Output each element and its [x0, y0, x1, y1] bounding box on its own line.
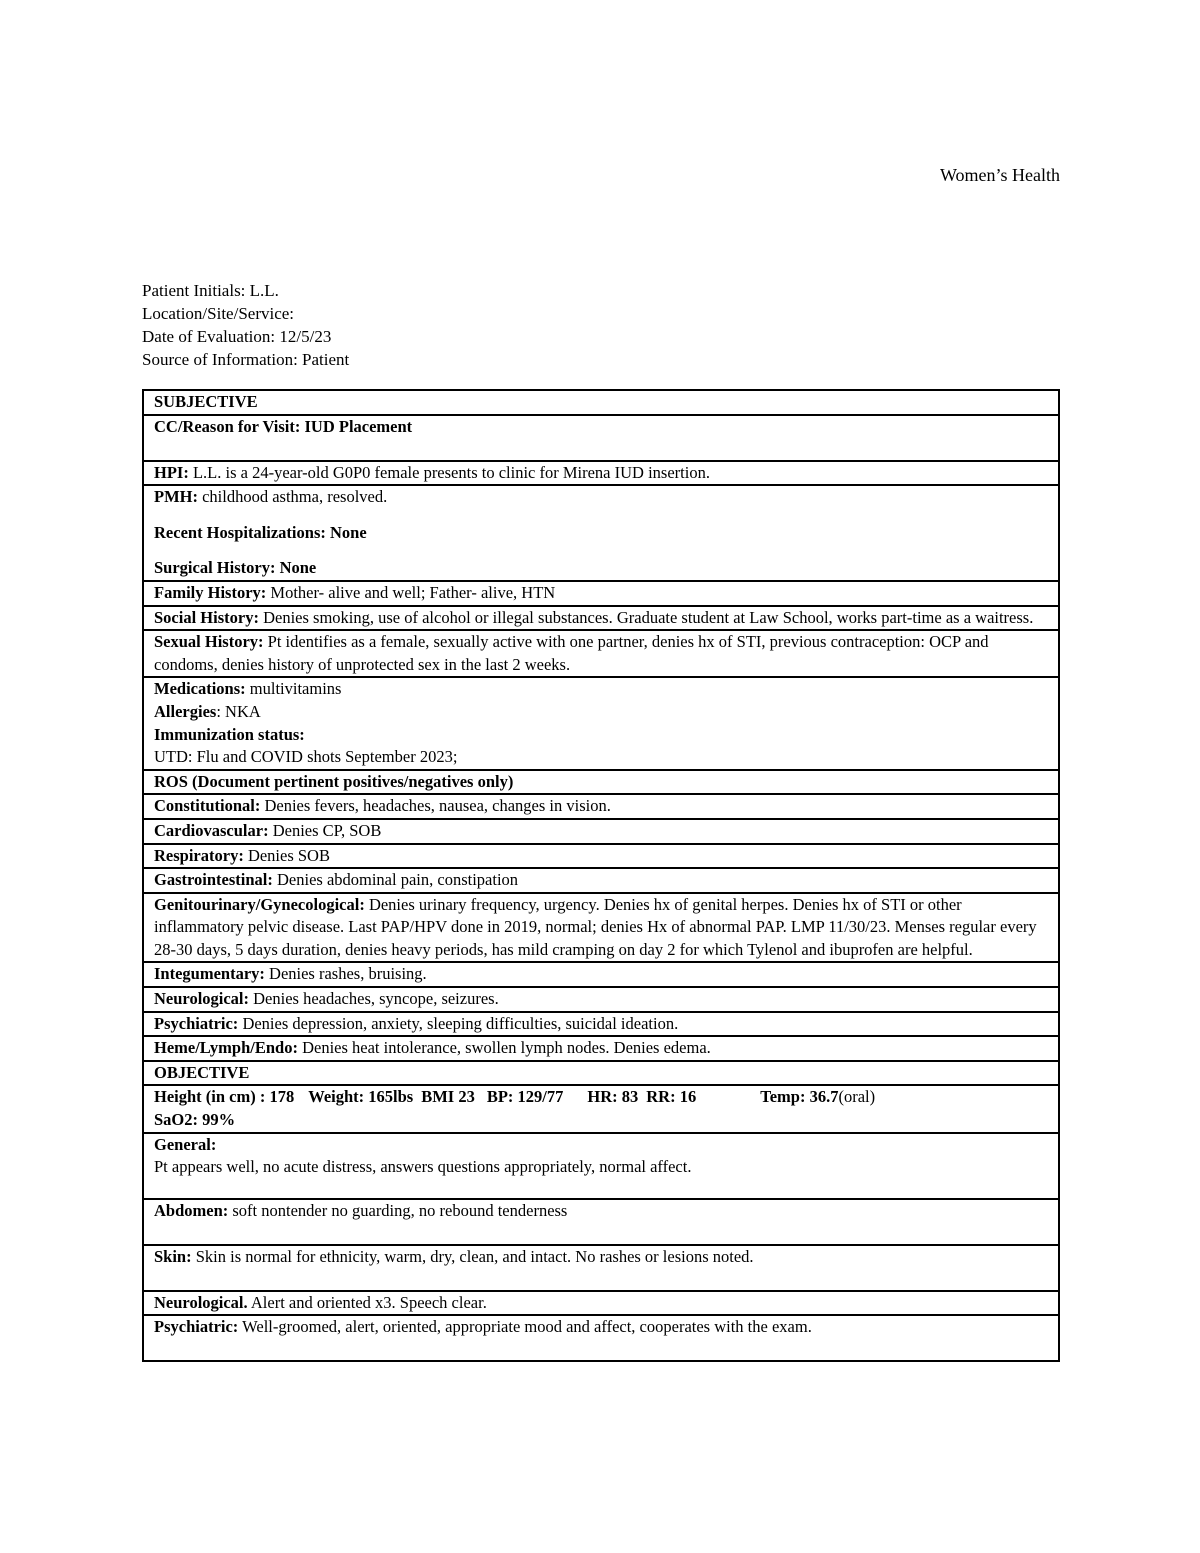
vital-weight: Weight: 165lbs	[308, 1087, 414, 1107]
soap-note-table	[142, 389, 1060, 1362]
vital-hr: HR: 83	[587, 1087, 639, 1107]
date-of-evaluation: Date of Evaluation: 12/5/23	[142, 327, 332, 346]
subjective-heading: SUBJECTIVE	[143, 390, 1059, 415]
vital-bp: BP: 129/77	[486, 1087, 564, 1107]
sexual-history-row: Sexual History: Pt identifies as a female, sexually active with one partner, denies hx of STI, previous contraception: OCP and condoms, denies history of unprotected sex in the last 2 weeks.	[143, 630, 1059, 677]
vital-sao2: SaO2: 99%	[154, 1110, 236, 1130]
recent-hospitalizations: Recent Hospitalizations: None	[154, 522, 367, 542]
medications-row: Medications: multivitamins Allergies: NKA Immunization status: UTD: Flu and COVID shots September 2023;	[143, 677, 1059, 769]
social-history-row: Social History: Denies smoking, use of alcohol or illegal substances. Graduate student at Law School, works part-time as a waitress.	[143, 606, 1059, 631]
location-site-service: Location/Site/Service:	[142, 304, 295, 323]
ros-cardiovascular: Cardiovascular: Denies CP, SOB	[143, 819, 1059, 844]
vital-height: Height (in cm) : 178	[154, 1087, 295, 1107]
exam-skin: Skin: Skin is normal for ethnicity, warm, dry, clean, and intact. No rashes or lesions noted.	[143, 1245, 1059, 1291]
vital-temp: Temp: 36.7	[760, 1087, 839, 1107]
patient-initials: Patient Initials: L.L.	[142, 281, 279, 300]
exam-neurological: Neurological. Alert and oriented x3. Speech clear.	[143, 1291, 1059, 1316]
ros-heme-lymph-endo: Heme/Lymph/Endo: Denies heat intolerance, swollen lymph nodes. Denies edema.	[143, 1036, 1059, 1061]
patient-info-block	[142, 279, 349, 371]
exam-abdomen: Abdomen: soft nontender no guarding, no rebound tenderness	[143, 1199, 1059, 1245]
chief-complaint: CC/Reason for Visit: IUD Placement	[143, 415, 1059, 461]
vital-rr: RR: 16	[646, 1087, 697, 1107]
source-of-information: Source of Information: Patient	[142, 350, 350, 369]
ros-respiratory: Respiratory: Denies SOB	[143, 844, 1059, 869]
exam-general: General: Pt appears well, no acute distress, answers questions appropriately, normal affect.	[143, 1133, 1059, 1199]
vitals-row: Height (in cm) : 178 Weight: 165lbs BMI 23 BP: 129/77 HR: 83 RR: 16 Temp: 36.7(oral) SaO2: 99%	[143, 1085, 1059, 1132]
ros-psychiatric: Psychiatric: Denies depression, anxiety, sleeping difficulties, suicidal ideation.	[143, 1012, 1059, 1037]
hpi-row: HPI: L.L. is a 24-year-old G0P0 female presents to clinic for Mirena IUD insertion.	[143, 461, 1059, 486]
ros-heading: ROS (Document pertinent positives/negatives only)	[143, 770, 1059, 795]
page-header-title: Women’s Health	[939, 165, 1060, 185]
ros-genitourinary: Genitourinary/Gynecological: Denies urinary frequency, urgency. Denies hx of genital herpes. Denies hx of STI or other inflammatory pelvic disease. Last PAP/HPV done in 2019, normal; denies Hx of abnormal PAP. LMP 11/30/23. Menses regular every 28-30 days, 5 days duration, denies heavy periods, has mild cramping on day 2 for which Tylenol and ibuprofen are helpful.	[143, 893, 1059, 963]
surgical-history: Surgical History: None	[154, 558, 317, 578]
family-history-row: Family History: Mother- alive and well; Father- alive, HTN	[143, 581, 1059, 606]
ros-constitutional: Constitutional: Denies fevers, headaches, nausea, changes in vision.	[143, 794, 1059, 819]
vital-bmi: BMI 23	[421, 1087, 475, 1107]
ros-neurological: Neurological: Denies headaches, syncope, seizures.	[143, 987, 1059, 1012]
ros-integumentary: Integumentary: Denies rashes, bruising.	[143, 962, 1059, 987]
pmh-row: PMH: childhood asthma, resolved. Recent Hospitalizations: None Surgical History: None	[143, 485, 1059, 581]
exam-psychiatric: Psychiatric: Well-groomed, alert, oriented, appropriate mood and affect, cooperates with the exam.	[143, 1315, 1059, 1361]
ros-gastrointestinal: Gastrointestinal: Denies abdominal pain, constipation	[143, 868, 1059, 893]
objective-heading: OBJECTIVE	[143, 1061, 1059, 1086]
